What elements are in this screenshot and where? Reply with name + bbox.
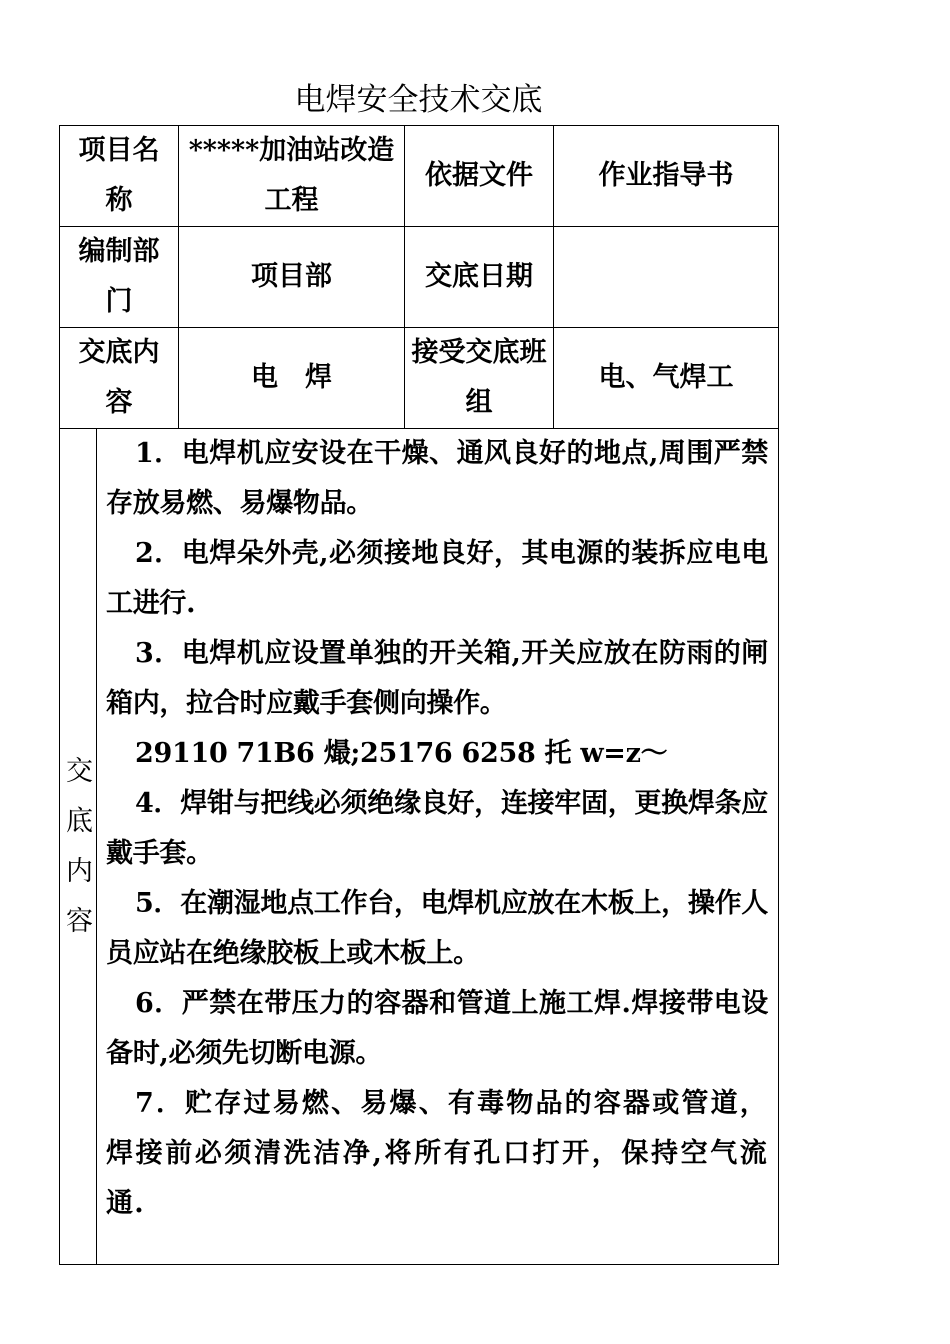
label-disclosure-date: 交底日期 <box>405 227 554 328</box>
document-title: 电焊安全技术交底 <box>294 82 543 118</box>
value-basis-document: 作业指导书 <box>554 126 779 227</box>
content-body <box>97 429 779 1265</box>
value-receiving-team: 电、气焊工 <box>554 328 779 429</box>
label-project-name: 项目名称 <box>60 126 179 227</box>
label-disclosure-content: 交底内容 <box>60 328 179 429</box>
table-row-department <box>60 227 779 328</box>
value-disclosure-date <box>554 227 779 328</box>
paragraph-6: 6．严禁在带压力的容器和管道上施工焊.焊接带电设备时,必须先切断电源。 <box>106 988 768 1069</box>
label-receiving-team: 接受交底班组 <box>405 328 554 429</box>
label-basis-document: 依据文件 <box>405 126 554 227</box>
content-side-label: 交底内容 <box>66 756 93 937</box>
paragraph-4: 4．焊钳与把线必须绝缘良好，连接牢固，更换焊条应戴手套。 <box>106 788 768 869</box>
paragraph-7: 7．贮存过易燃、易爆、有毒物品的容器或管道，焊接前必须清洗洁净,将所有孔口打开，保持空气流通. <box>106 1088 768 1219</box>
disclosure-table <box>59 125 779 1265</box>
value-project-name: *****加油站改造工程 <box>179 126 405 227</box>
table-row-content <box>60 429 779 1265</box>
content-side-cell <box>60 429 97 1265</box>
paragraph-1: 1．电焊机应安设在干燥、通风良好的地点,周围严禁存放易燃、易爆物品。 <box>106 438 768 519</box>
paragraph-2: 2．电焊朵外壳,必须接地良好，其电源的装拆应电电工进行. <box>106 538 768 619</box>
paragraph-3: 3．电焊机应设置单独的开关箱,开关应放在防雨的闸箱内，拉合时应戴手套侧向操作。 <box>106 638 768 719</box>
table-row-content-type <box>60 328 779 429</box>
paragraph-5: 5．在潮湿地点工作台，电焊机应放在木板上，操作人员应站在绝缘胶板上或木板上。 <box>106 888 768 969</box>
value-disclosure-content: 电 焊 <box>179 328 405 429</box>
table-row-project <box>60 126 779 227</box>
label-compiling-department: 编制部门 <box>60 227 179 328</box>
paragraph-code: 29110 71B6 熶;25176 6258 托 w=z～ <box>135 738 668 769</box>
value-compiling-department: 项目部 <box>179 227 405 328</box>
